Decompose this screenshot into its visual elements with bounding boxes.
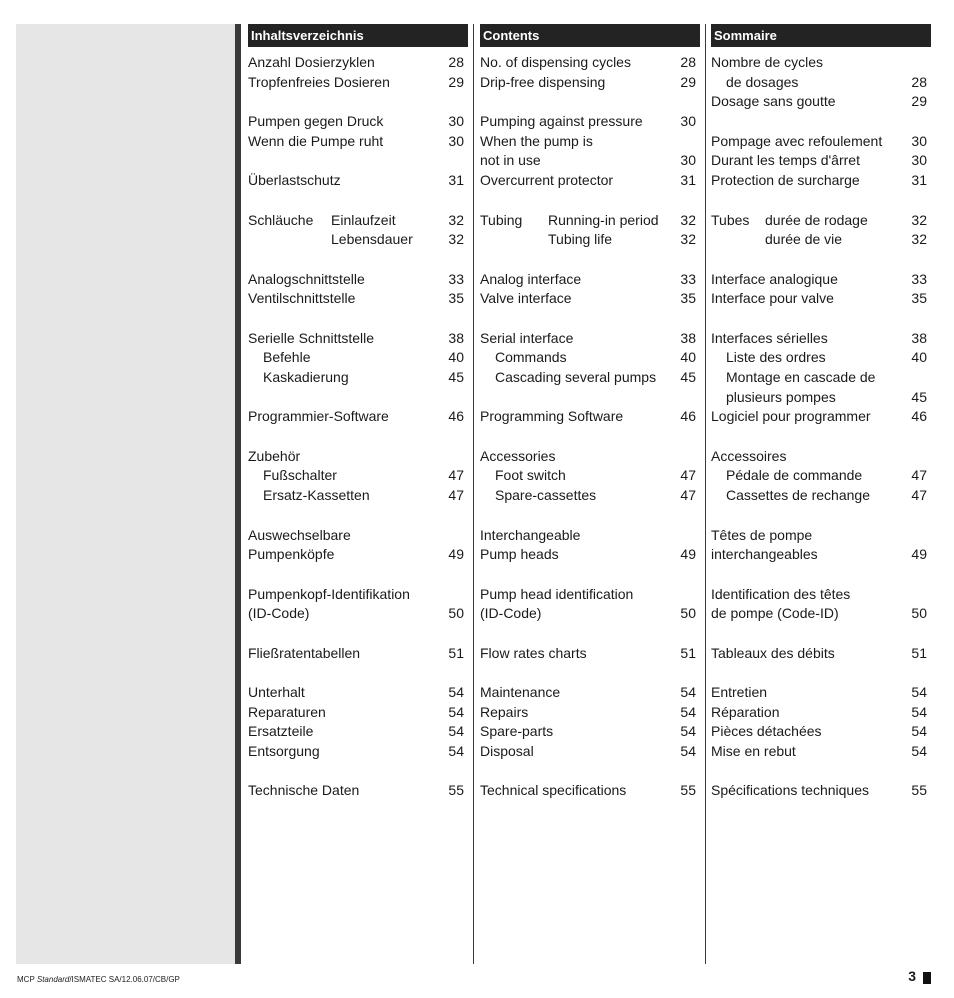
toc-entry-title: Pédale de commande	[726, 467, 863, 484]
toc-entry	[248, 368, 468, 388]
toc-entry	[248, 585, 468, 605]
toc-page-number: 32	[680, 211, 696, 228]
toc-entry-title: Spare-parts	[480, 723, 554, 740]
toc-entry	[480, 585, 700, 605]
toc-spacer	[480, 309, 700, 329]
toc-entry-title: Entsorgung	[248, 743, 320, 760]
toc-entry	[480, 171, 700, 191]
toc-page-number: 50	[448, 605, 464, 622]
toc-entry-title: (ID-Code)	[480, 605, 542, 622]
toc-page-number: 32	[911, 231, 927, 248]
toc-entry	[248, 466, 468, 486]
toc-entry-title: Accessories	[480, 447, 556, 464]
toc-entry-title: When the pump is	[480, 132, 593, 149]
toc-entry	[480, 526, 700, 546]
toc-page-number: 38	[911, 329, 927, 346]
toc-entry	[711, 466, 931, 486]
toc-entry-title: Dosage sans goutte	[711, 93, 836, 110]
toc-page-number: 45	[680, 369, 696, 385]
toc-entry	[480, 151, 700, 171]
toc-entry-title: Pompage avec refoulement	[711, 132, 883, 149]
toc-entry-title: Disposal	[480, 743, 534, 760]
toc-entry-title: Fließratentabellen	[248, 644, 361, 661]
toc-entry	[711, 781, 931, 801]
toc-entry	[711, 683, 931, 703]
toc-entry	[248, 53, 468, 73]
toc-page-number: 54	[911, 743, 927, 760]
toc-spacer	[480, 762, 700, 782]
toc-entry-title: Technische Daten	[248, 782, 360, 799]
toc-spacer	[248, 565, 468, 585]
toc-page-number: 40	[911, 349, 927, 366]
toc-entry	[480, 329, 700, 349]
toc-entry-title: Spare-cassettes	[495, 487, 597, 504]
toc-spacer	[711, 624, 931, 644]
toc-entry	[711, 407, 931, 427]
toc-spacer	[248, 506, 468, 526]
toc-entry-subtitle: durée de rodage	[765, 211, 868, 228]
toc-entry	[711, 388, 931, 408]
toc-page-number: 35	[680, 290, 696, 307]
toc-entry-title: Pumpenköpfe	[248, 546, 335, 563]
page-marker	[923, 972, 931, 984]
toc-entry	[248, 112, 468, 132]
toc-entry	[248, 348, 468, 368]
toc-entry	[711, 92, 931, 112]
toc-entry-title: Schläuche	[248, 211, 314, 228]
toc-page-number: 54	[680, 684, 696, 700]
toc-entry-title: Commands	[495, 349, 567, 366]
toc-entry	[248, 447, 468, 467]
margin-divider	[235, 24, 241, 964]
toc-entry	[248, 703, 468, 723]
toc-spacer	[248, 762, 468, 782]
toc-entry	[248, 407, 468, 427]
toc-spacer	[480, 624, 700, 644]
toc-spacer	[248, 624, 468, 644]
toc-page-number: 32	[911, 211, 927, 228]
toc-entry	[480, 230, 700, 250]
toc-column-en	[480, 24, 700, 801]
toc-page-number: 47	[448, 487, 464, 504]
toc-entry	[480, 466, 700, 486]
toc-entry	[480, 112, 700, 132]
toc-page-number: 46	[680, 408, 696, 425]
toc-entry-title: Logiciel pour programmer	[711, 408, 871, 425]
toc-page-number: 32	[680, 231, 696, 248]
toc-entry-title: Foot switch	[495, 467, 566, 484]
toc-entry	[480, 270, 700, 290]
toc-page-number: 29	[448, 73, 464, 90]
toc-entry-title: not in use	[480, 152, 541, 169]
toc-spacer	[711, 309, 931, 329]
toc-entry	[248, 289, 468, 309]
toc-page-number: 54	[448, 684, 464, 700]
toc-entry-title: Reparaturen	[248, 703, 326, 720]
toc-entry-title: Montage en cascade de	[726, 369, 876, 385]
toc-spacer	[248, 92, 468, 112]
column-header-fr: Sommaire	[711, 24, 931, 47]
toc-entry-title: Liste des ordres	[726, 349, 826, 366]
toc-page-number: 51	[680, 644, 696, 661]
toc-entry	[711, 132, 931, 152]
toc-entry	[248, 73, 468, 93]
toc-entry-title: Maintenance	[480, 684, 561, 700]
toc-entry-title: Serielle Schnittstelle	[248, 329, 375, 346]
toc-entry-title: Nombre de cycles	[711, 54, 824, 70]
toc-spacer	[711, 762, 931, 782]
toc-page-number: 38	[448, 329, 464, 346]
toc-entry-title: Interfaces sérielles	[711, 329, 828, 346]
toc-entry	[248, 329, 468, 349]
toc-page-number: 38	[680, 329, 696, 346]
toc-spacer	[248, 427, 468, 447]
toc-entry	[711, 348, 931, 368]
toc-entry-title: Auswechselbare	[248, 526, 351, 543]
toc-page-number: 50	[911, 605, 927, 622]
toc-entry	[248, 722, 468, 742]
toc-entry	[480, 545, 700, 565]
toc-entry	[248, 545, 468, 565]
toc-entry	[711, 151, 931, 171]
toc-entry	[711, 742, 931, 762]
toc-entry-title: plusieurs pompes	[726, 388, 836, 405]
toc-entry	[248, 230, 468, 250]
toc-page-number: 35	[911, 290, 927, 307]
toc-entry	[480, 703, 700, 723]
toc-entry	[711, 53, 931, 73]
toc-spacer	[480, 663, 700, 683]
toc-entry	[248, 211, 468, 231]
toc-page-number: 54	[448, 723, 464, 740]
toc-entry-title: Analogschnittstelle	[248, 270, 365, 287]
toc-page-number: 28	[680, 54, 696, 70]
toc-entry	[248, 171, 468, 191]
toc-entry	[248, 644, 468, 664]
toc-page-number: 54	[448, 743, 464, 760]
toc-page-number: 50	[680, 605, 696, 622]
toc-spacer	[480, 250, 700, 270]
toc-entry-title: Ersatz-Kassetten	[263, 487, 370, 504]
toc-page-number: 45	[911, 388, 927, 405]
toc-page-number: 51	[911, 644, 927, 661]
toc-spacer	[711, 663, 931, 683]
toc-page-number: 54	[911, 723, 927, 740]
toc-entry	[711, 703, 931, 723]
toc-spacer	[248, 191, 468, 211]
toc-spacer	[248, 151, 468, 171]
toc-entry-subtitle: Tubing life	[548, 231, 613, 248]
toc-entry	[248, 781, 468, 801]
toc-entry	[480, 289, 700, 309]
toc-page-number: 32	[448, 231, 464, 248]
toc-entry	[711, 171, 931, 191]
toc-entry	[480, 73, 700, 93]
toc-entry	[711, 644, 931, 664]
column-header-de: Inhaltsverzeichnis	[248, 24, 468, 47]
toc-entry-title: Programmier-Software	[248, 408, 389, 425]
toc-page-number: 55	[680, 782, 696, 799]
toc-entry	[711, 447, 931, 467]
column-divider	[473, 24, 474, 964]
toc-entry-title: Cassettes de rechange	[726, 487, 870, 504]
toc-entry-subtitle: Running-in period	[548, 211, 659, 228]
toc-entry-subtitle: Einlaufzeit	[331, 211, 396, 228]
toc-entry	[480, 486, 700, 506]
toc-page-number: 49	[680, 546, 696, 563]
toc-entry-title: Tropfenfreies Dosieren	[248, 73, 390, 90]
toc-entry-title: Tubing	[480, 211, 523, 228]
toc-entry-title: Protection de surcharge	[711, 172, 860, 189]
toc-entry-subtitle: durée de vie	[765, 231, 843, 248]
toc-spacer	[480, 506, 700, 526]
toc-page-number: 55	[448, 782, 464, 799]
toc-entry	[711, 230, 931, 250]
toc-spacer	[711, 427, 931, 447]
toc-page-number: 30	[911, 152, 927, 169]
toc-entry	[711, 329, 931, 349]
toc-entry	[711, 486, 931, 506]
toc-spacer	[480, 191, 700, 211]
toc-entry-title: Durant les temps d'ârret	[711, 152, 860, 169]
toc-page-number: 28	[911, 73, 927, 90]
toc-page-number: 33	[448, 270, 464, 287]
toc-spacer	[711, 506, 931, 526]
toc-entry-title: Interchangeable	[480, 526, 581, 543]
toc-entry	[711, 270, 931, 290]
toc-entry	[480, 604, 700, 624]
toc-entry	[480, 644, 700, 664]
toc-entry	[248, 683, 468, 703]
toc-spacer	[248, 250, 468, 270]
toc-entry	[711, 211, 931, 231]
toc-entry-title: Cascading several pumps	[495, 369, 657, 385]
toc-page-number: 28	[448, 54, 464, 70]
toc-page-number: 30	[680, 152, 696, 169]
toc-spacer	[480, 388, 700, 408]
toc-entry-title: Repairs	[480, 703, 529, 720]
toc-entry	[711, 526, 931, 546]
toc-spacer	[711, 112, 931, 132]
toc-entry	[711, 545, 931, 565]
toc-entry	[711, 289, 931, 309]
toc-page-number: 40	[680, 349, 696, 366]
toc-page-number: 55	[911, 782, 927, 799]
toc-entry-subtitle: Lebensdauer	[331, 231, 413, 248]
toc-page-number: 31	[911, 172, 927, 189]
toc-entry-title: Anzahl Dosierzyklen	[248, 54, 375, 70]
toc-page-number: 31	[680, 172, 696, 189]
toc-page-number: 49	[448, 546, 464, 563]
toc-entry-title: Entretien	[711, 684, 768, 700]
toc-spacer	[480, 92, 700, 112]
toc-entry-title: Programming Software	[480, 408, 624, 425]
toc-page-number: 29	[680, 73, 696, 90]
toc-entry-title: Pump head identification	[480, 585, 634, 602]
toc-page-number: 29	[911, 93, 927, 110]
toc-entry	[711, 722, 931, 742]
toc-entry-title: Têtes de pompe	[711, 526, 813, 543]
toc-entry	[711, 368, 931, 388]
toc-entry-title: Valve interface	[480, 290, 572, 307]
toc-entry-title: Befehle	[263, 349, 311, 366]
toc-entry-title: Pumpenkopf-Identifikation	[248, 585, 410, 602]
toc-entry-title: de pompe (Code-ID)	[711, 605, 839, 622]
toc-page-number: 54	[911, 684, 927, 700]
toc-entry-title: de dosages	[726, 73, 799, 90]
toc-entry-title: No. of dispensing cycles	[480, 54, 631, 70]
toc-spacer	[711, 250, 931, 270]
toc-entry	[248, 604, 468, 624]
toc-entry	[248, 486, 468, 506]
toc-page-number: 33	[680, 270, 696, 287]
toc-page-number: 46	[911, 408, 927, 425]
toc-entry	[480, 407, 700, 427]
toc-entry	[711, 585, 931, 605]
toc-entry-title: Flow rates charts	[480, 644, 587, 661]
margin-panel	[16, 24, 235, 964]
toc-entry-title: Pump heads	[480, 546, 559, 563]
footer-imprint: MCP Standard/ISMATEC SA/12.06.07/CB/GP	[17, 975, 180, 984]
toc-page-number: 35	[448, 290, 464, 307]
toc-entry-title: Pumping against pressure	[480, 113, 643, 130]
toc-page-number: 40	[448, 349, 464, 366]
toc-entry	[480, 368, 700, 388]
toc-entry-title: Analog interface	[480, 270, 582, 287]
page-number: 3	[908, 968, 916, 984]
toc-page-number: 54	[680, 703, 696, 720]
toc-spacer	[480, 565, 700, 585]
toc-entry	[480, 132, 700, 152]
toc-page-number: 47	[911, 467, 927, 484]
toc-entry-title: Serial interface	[480, 329, 574, 346]
toc-entry	[480, 53, 700, 73]
toc-entry	[480, 742, 700, 762]
toc-page-number: 47	[911, 487, 927, 504]
toc-page-number: 32	[448, 211, 464, 228]
toc-entry-title: Pumpen gegen Druck	[248, 113, 384, 130]
toc-entry-title: Tableaux des débits	[711, 644, 835, 661]
toc-page-number: 30	[911, 132, 927, 149]
toc-page-number: 30	[680, 113, 696, 130]
toc-entry-title: Kaskadierung	[263, 369, 349, 385]
column-divider	[705, 24, 706, 964]
toc-entry	[480, 781, 700, 801]
toc-spacer	[711, 191, 931, 211]
column-header-en: Contents	[480, 24, 700, 47]
toc-page-number: 46	[448, 408, 464, 425]
toc-page-number: 31	[448, 172, 464, 189]
toc-entry-title: Unterhalt	[248, 684, 305, 700]
toc-page-number: 54	[680, 743, 696, 760]
toc-entry	[480, 211, 700, 231]
toc-spacer	[480, 427, 700, 447]
toc-spacer	[711, 565, 931, 585]
toc-entry-title: Tubes	[711, 211, 750, 228]
toc-page-number: 51	[448, 644, 464, 661]
toc-page-number: 47	[680, 487, 696, 504]
toc-entry-title: Interface pour valve	[711, 290, 834, 307]
toc-entry-title: Überlastschutz	[248, 172, 341, 189]
toc-entry-title: Mise en rebut	[711, 743, 796, 760]
toc-spacer	[248, 309, 468, 329]
toc-entry	[711, 604, 931, 624]
toc-entry-title: Technical specifications	[480, 782, 627, 799]
toc-page-number: 54	[448, 703, 464, 720]
toc-entry-title: Interface analogique	[711, 270, 838, 287]
toc-entry-title: Ventilschnittstelle	[248, 290, 356, 307]
toc-entry	[480, 447, 700, 467]
toc-page-number: 45	[448, 369, 464, 385]
toc-entry	[480, 683, 700, 703]
toc-column-fr	[711, 24, 931, 801]
toc-spacer	[248, 663, 468, 683]
toc-page-number: 47	[680, 467, 696, 484]
toc-page-number: 33	[911, 270, 927, 287]
toc-entry	[248, 526, 468, 546]
toc-entry-title: Overcurrent protector	[480, 172, 614, 189]
toc-entry-title: Drip-free dispensing	[480, 73, 606, 90]
toc-spacer	[248, 388, 468, 408]
toc-entry-title: Réparation	[711, 703, 780, 720]
toc-page-number: 54	[680, 723, 696, 740]
toc-entry	[480, 348, 700, 368]
toc-entry-title: Pièces détachées	[711, 723, 822, 740]
toc-entry-title: Identification des têtes	[711, 585, 851, 602]
toc-entry-title: Accessoires	[711, 447, 787, 464]
toc-page-number: 54	[911, 703, 927, 720]
toc-page-number: 47	[448, 467, 464, 484]
toc-entry-title: Ersatzteile	[248, 723, 314, 740]
toc-entry-title: Wenn die Pumpe ruht	[248, 132, 384, 149]
toc-column-de	[248, 24, 468, 801]
toc-page-number: 49	[911, 546, 927, 563]
toc-entry	[248, 270, 468, 290]
toc-entry	[480, 722, 700, 742]
toc-entry	[248, 742, 468, 762]
toc-entry-title: Spécifications techniques	[711, 782, 869, 799]
toc-page-number: 30	[448, 132, 464, 149]
toc-entry	[248, 132, 468, 152]
toc-entry-title: Zubehör	[248, 447, 301, 464]
toc-entry	[711, 73, 931, 93]
toc-page-number: 30	[448, 113, 464, 130]
toc-entry-title: (ID-Code)	[248, 605, 310, 622]
toc-entry-title: Fußschalter	[263, 467, 337, 484]
toc-entry-title: interchangeables	[711, 546, 818, 563]
